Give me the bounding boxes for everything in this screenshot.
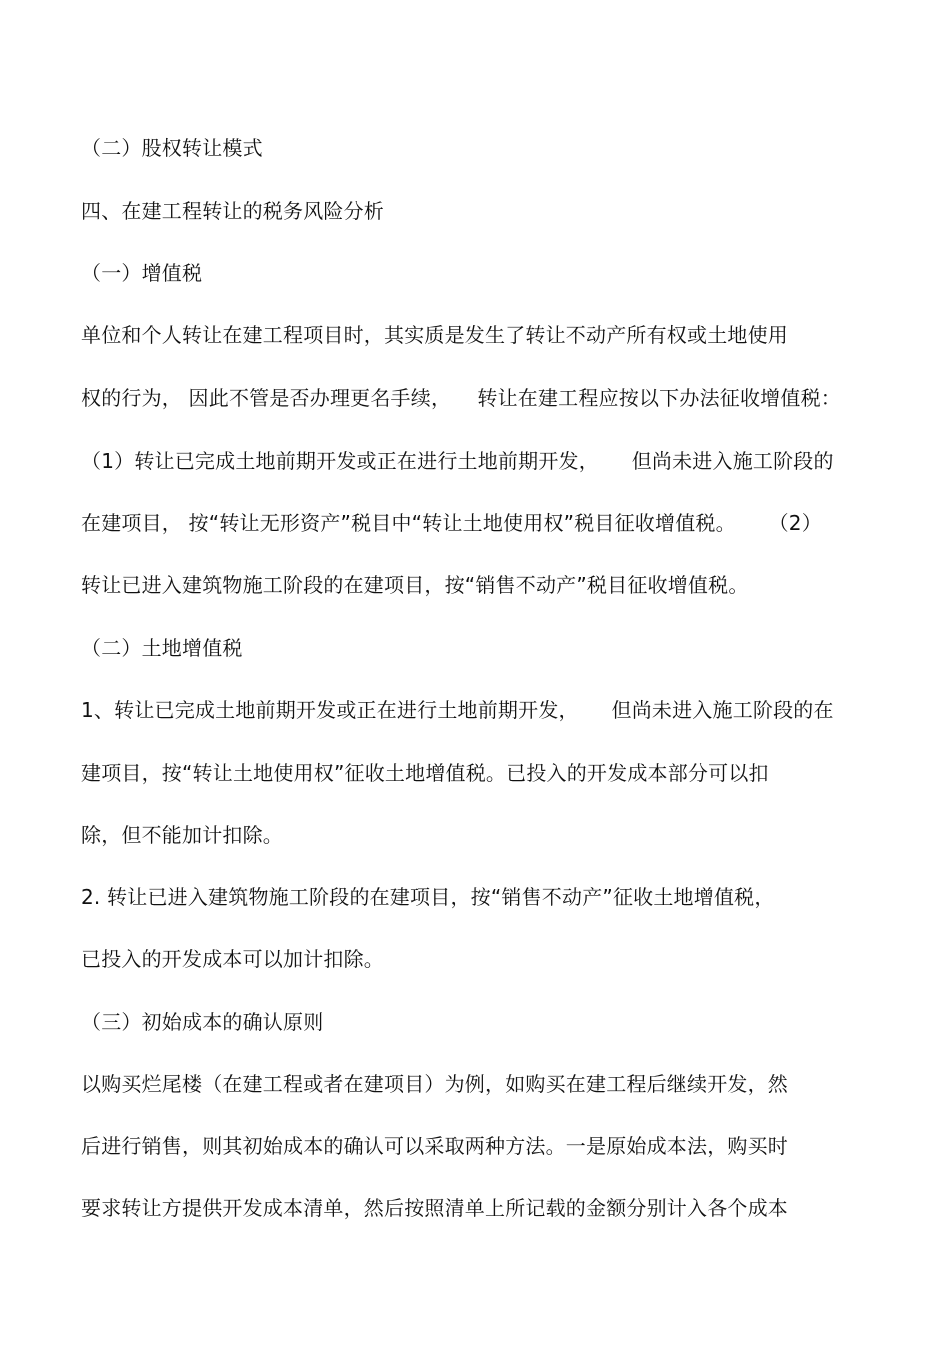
paragraph-line: 单位和个人转让在建工程项目时，其实质是发生了转让不动产所有权或土地使用 [81, 323, 788, 347]
paragraph-line: 2. 转让已进入建筑物施工阶段的在建项目，按“销售不动产”征收土地增值税， [81, 885, 775, 909]
paragraph-line: 以购买烂尾楼（在建工程或者在建项目）为例，如购买在建工程后继续开发，然 [81, 1072, 788, 1096]
paragraph-line: 权的行为， 因此不管是否办理更名手续， 转让在建工程应按以下办法征收增值税： [81, 386, 841, 410]
paragraph-line: 要求转让方提供开发成本清单，然后按照清单上所记载的金额分别计入各个成本 [81, 1196, 788, 1220]
paragraph-line: 1、转让已完成土地前期开发或正在进行土地前期开发， 但尚未进入施工阶段的在 [81, 698, 834, 722]
paragraph-line: 后进行销售，则其初始成本的确认可以采取两种方法。一是原始成本法，购买时 [81, 1134, 788, 1158]
paragraph-line: 在建项目， 按“转让无形资产”税目中“转让土地使用权”税目征收增值税。 （2） [81, 511, 822, 535]
paragraph-line: 建项目，按“转让土地使用权”征收土地增值税。已投入的开发成本部分可以扣 [81, 761, 769, 785]
chapter-heading-tax-risk: 四、在建工程转让的税务风险分析 [81, 199, 384, 223]
section-heading-initial-cost: （三）初始成本的确认原则 [81, 1010, 324, 1034]
section-heading-land-vat: （二）土地增值税 [81, 636, 243, 660]
paragraph-line: 已投入的开发成本可以加计扣除。 [81, 947, 384, 971]
paragraph-line: （1）转让已完成土地前期开发或正在进行土地前期开发， 但尚未进入施工阶段的 [81, 449, 834, 473]
paragraph-line: 转让已进入建筑物施工阶段的在建项目，按“销售不动产”税目征收增值税。 [81, 573, 749, 597]
section-heading-vat: （一）增值税 [81, 261, 203, 285]
section-heading-equity-transfer: （二）股权转让模式 [81, 136, 263, 160]
paragraph-line: 除，但不能加计扣除。 [81, 823, 283, 847]
